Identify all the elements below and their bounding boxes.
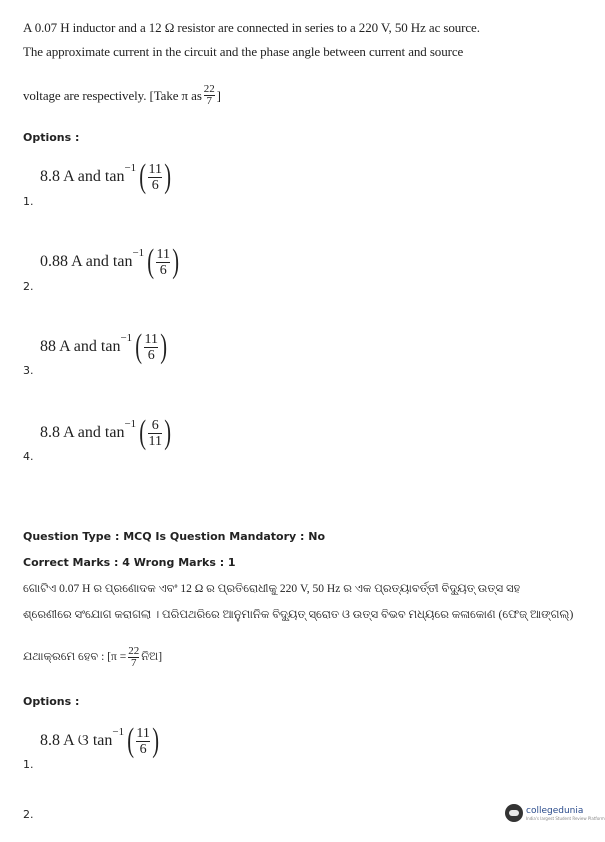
option-2-numerator: 11 [156, 246, 170, 262]
option-1-sup: −1 [124, 162, 137, 174]
option-4[interactable]: 8.8 A and tan −1 ( $\frac{6}{11}$ ) [40, 414, 172, 451]
option-2-text: 0.88 A and tan [40, 253, 133, 270]
logo-mascot-icon [505, 804, 523, 822]
option-2-number: 2. [23, 280, 34, 293]
option-3[interactable]: 88 A and tan −1 ( $\frac{11}{6}$ ) [40, 328, 168, 365]
question-line-3 [23, 84, 221, 107]
option-4-denominator: 11 [148, 433, 162, 449]
option-4-text: 8.8 A and tan [40, 424, 125, 441]
option-2-denominator: 6 [159, 262, 167, 278]
option-4-sup: −1 [124, 418, 137, 430]
option-1-numerator: 11 [148, 161, 162, 177]
question-line-1: A 0.07 H inductor and a 12 Ω resistor are connected in series to a 220 V, 50 Hz ac source. [23, 20, 480, 35]
question-line-3-suffix: ] [216, 87, 221, 103]
odia-line-3-suffix: ନିଅ] [141, 651, 163, 663]
odia-pi-denominator: 7 [130, 657, 137, 669]
option-4-numerator: 6 [151, 417, 159, 433]
option2-1-number: 1. [23, 758, 34, 771]
option-3-sup: −1 [120, 332, 133, 344]
option-1-denominator: 6 [151, 177, 159, 193]
option-2-fraction [156, 247, 169, 278]
options-heading-2: Options : [23, 695, 80, 708]
option-4-number: 4. [23, 450, 34, 463]
question-line-2: The approximate current in the circuit and the phase angle between current and source [23, 44, 464, 59]
question-type-line: Question Type : MCQ Is Question Mandatory : No [23, 530, 326, 543]
option-1-number: 1. [23, 195, 34, 208]
option2-1-denominator: 6 [139, 741, 147, 757]
option2-2-number: 2. [23, 808, 34, 821]
option2-1-text: 8.8 A ଓ tan [40, 732, 113, 749]
option2-1-sup: −1 [112, 726, 125, 738]
options-heading: Options : [23, 131, 80, 144]
odia-line-2: ଶ୍ରେଣୀରେ ସଂଯୋଗ କରାଗଲା । ପରିପଥରିରେ ଆନୁମାନିକ ବିଦ୍ୟୁତ୍ ସ୍ରୋତ ଓ ଉତ୍ସ ବିଭବ ମଧ୍ୟରେ କଳାକୋଣ (ଫେଜ୍ ଆଙ୍ଗଲ୍) [23, 609, 574, 621]
option-1[interactable]: 8.8 A and tan −1 ( $\frac{11}{6}$ ) [40, 158, 172, 195]
odia-pi-numerator: 22 [128, 645, 140, 657]
option-4-fraction [148, 418, 161, 449]
odia-line-1: ଗୋଟିଏ 0.07 H ର ପ୍ରଣୋଦକ ଏବଂ 12 Ω ର ପ୍ରତିରୋଧୀକୁ 220 V, 50 Hz ର ଏକ ପ୍ରତ୍ୟାବର୍ତ୍ତୀ ବିଦ୍ୟୁତ୍ ଉତ୍ସ ସହ [23, 583, 521, 595]
option-2[interactable]: 0.88 A and tan −1 ( $\frac{11}{6}$ ) [40, 243, 180, 280]
pi-numerator: 22 [203, 83, 215, 95]
question-line-3-text: voltage are respectively. [Take π as [23, 87, 202, 103]
option2-1-numerator: 11 [136, 725, 150, 741]
pi-fraction [204, 84, 215, 107]
pi-denominator: 7 [206, 95, 212, 107]
odia-line-3 [23, 646, 162, 669]
option-1-text: 8.8 A and tan [40, 168, 125, 185]
odia-line-3-text: ଯଥାକ୍ରମେ ହେବ : [π = [23, 651, 127, 663]
option-3-fraction [144, 332, 157, 363]
option-1-fraction [148, 162, 161, 193]
option2-1-fraction [136, 726, 149, 757]
option-3-text: 88 A and tan [40, 338, 121, 355]
odia-pi-fraction [128, 646, 139, 669]
logo-name: collegedunia [526, 805, 584, 816]
logo-tagline: India's largest Student Review Platform [526, 815, 605, 821]
option-3-numerator: 11 [144, 331, 158, 347]
option-3-denominator: 6 [147, 347, 155, 363]
option-2-sup: −1 [132, 247, 145, 259]
collegedunia-logo [505, 804, 605, 822]
option-3-number: 3. [23, 364, 34, 377]
marks-line: Correct Marks : 4 Wrong Marks : 1 [23, 556, 236, 569]
option2-1[interactable]: 8.8 A ଓ tan −1 ( $\frac{11}{6}$ ) [40, 722, 159, 759]
